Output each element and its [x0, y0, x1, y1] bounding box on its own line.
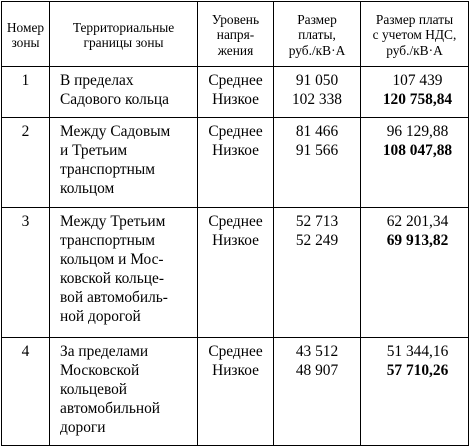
header-fee-amount: Размер платы, руб./кВ·А: [274, 2, 361, 67]
fee-with-vat-cell: 51 344,16 57 710,26: [361, 338, 469, 446]
voltage-level-cell: Среднее Низкое: [198, 67, 274, 118]
voltage-level-cell: Среднее Низкое: [198, 208, 274, 338]
zone-number-cell: 4: [2, 338, 50, 446]
voltage-level-cell: Среднее Низкое: [198, 338, 274, 446]
table-row: [2, 118, 469, 208]
boundary-cell: За пределами Московской кольцевой автомобильной дороги: [50, 338, 198, 446]
tariff-table: [1, 1, 469, 446]
fee-cell: 81 466 91 566: [274, 118, 361, 208]
boundary-cell: Между Третьим транспортным кольцом и Мос- ковской кольце- вой автомобиль- ной дорогой: [50, 208, 198, 338]
voltage-level-cell: Среднее Низкое: [198, 118, 274, 208]
fee-cell: 43 512 48 907: [274, 338, 361, 446]
table-row: [2, 338, 469, 446]
table-body: [2, 67, 469, 446]
fee-with-vat-cell: 96 129,88 108 047,88: [361, 118, 469, 208]
header-territorial-boundaries: Территориальные границы зоны: [50, 2, 198, 67]
fee-cell: 52 713 52 249: [274, 208, 361, 338]
header-row: [2, 2, 469, 67]
zone-number-cell: 1: [2, 67, 50, 118]
header-zone-number: Номер зоны: [2, 2, 50, 67]
fee-with-vat-cell: 107 439 120 758,84: [361, 67, 469, 118]
table-row: [2, 67, 469, 118]
zone-number-cell: 2: [2, 118, 50, 208]
fee-with-vat-cell: 62 201,34 69 913,82: [361, 208, 469, 338]
table-header: [2, 2, 469, 67]
boundary-cell: В пределах Садового кольца: [50, 67, 198, 118]
header-fee-with-vat: Размер платы с учетом НДС, руб./кВ·А: [361, 2, 469, 67]
boundary-cell: Между Садовым и Третьим транспортным кольцом: [50, 118, 198, 208]
fee-cell: 91 050 102 338: [274, 67, 361, 118]
table-row: [2, 208, 469, 338]
header-voltage-level: Уровень напря- жения: [198, 2, 274, 67]
zone-number-cell: 3: [2, 208, 50, 338]
